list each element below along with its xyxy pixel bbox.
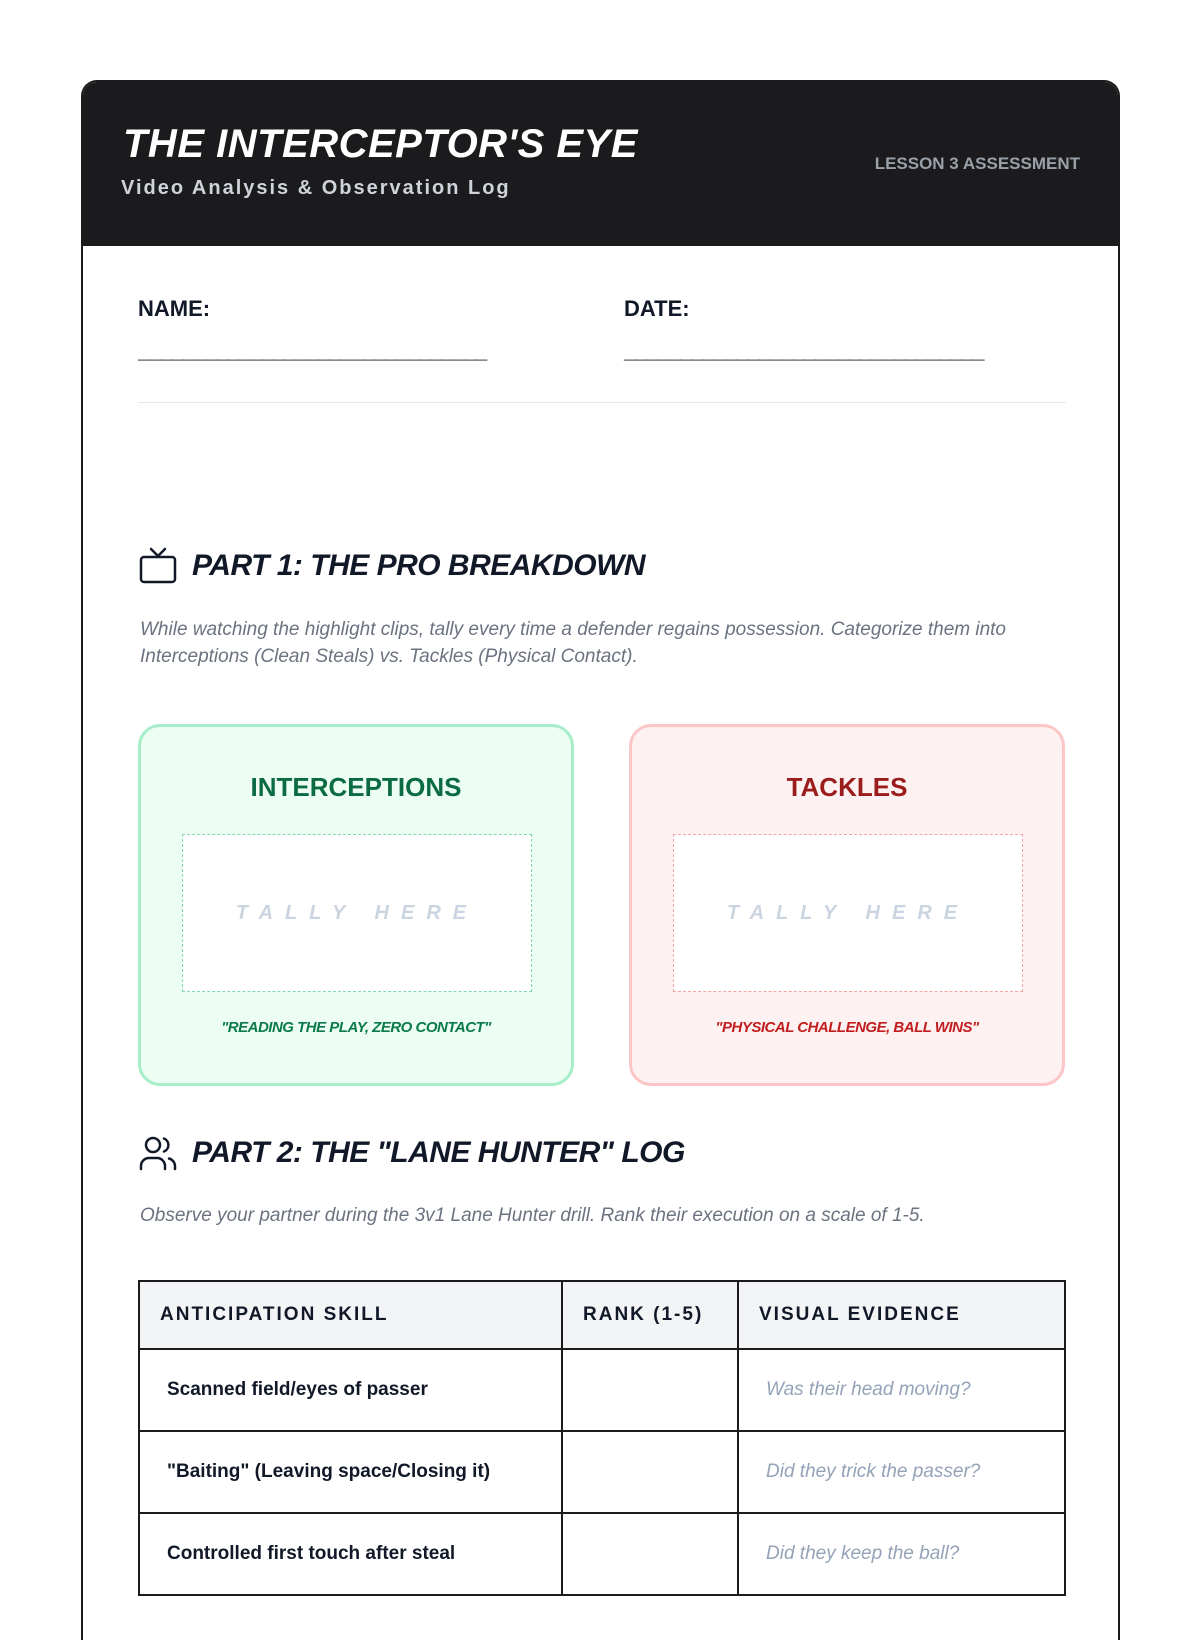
table-row <box>139 1513 1065 1595</box>
name-date-row <box>138 296 1066 366</box>
interceptions-card <box>138 724 574 1086</box>
interceptions-title: INTERCEPTIONS <box>250 772 462 802</box>
skill-cell: "Baiting" (Leaving space/Closing it) <box>139 1431 562 1513</box>
tackles-card <box>629 724 1065 1086</box>
tv-icon <box>138 546 178 586</box>
table-header-row <box>139 1281 1065 1349</box>
name-label: NAME: <box>138 296 211 321</box>
worksheet-header <box>83 82 1118 246</box>
lane-hunter-log-table <box>138 1280 1066 1596</box>
part2-title: PART 2: THE "LANE HUNTER" LOG <box>192 1136 685 1169</box>
part2-description: Observe your partner during the 3v1 Lane Hunter drill. Rank their execution on a scale of 1-5. <box>140 1205 925 1226</box>
tally-placeholder: TALLY HERE <box>726 901 970 924</box>
name-field[interactable]: _______________________________ <box>138 338 487 363</box>
date-field[interactable]: ________________________________ <box>624 338 984 363</box>
tackles-title: TACKLES <box>786 772 908 802</box>
rank-cell[interactable] <box>562 1349 738 1431</box>
tackles-tally-box[interactable] <box>673 834 1023 992</box>
skill-cell: Controlled first touch after steal <box>139 1513 562 1595</box>
users-icon <box>138 1133 178 1173</box>
part1-heading <box>138 546 645 586</box>
part1-description: While watching the highlight clips, tally every time a defender regains possession. Categorize them into Interceptions (Clean Steals) vs. Tackles (Physical Contact). <box>140 619 1007 667</box>
evidence-cell[interactable]: Did they keep the ball? <box>738 1513 1065 1595</box>
column-header: RANK (1-5) <box>562 1281 738 1349</box>
evidence-cell[interactable]: Did they trick the passer? <box>738 1431 1065 1513</box>
table-row <box>139 1349 1065 1431</box>
rank-cell[interactable] <box>562 1513 738 1595</box>
tally-placeholder: TALLY HERE <box>235 901 479 924</box>
worksheet <box>81 80 1120 1640</box>
interceptions-tally-box[interactable] <box>182 834 532 992</box>
interceptions-quote: "READING THE PLAY, ZERO CONTACT" <box>221 1019 491 1036</box>
part1-title: PART 1: THE PRO BREAKDOWN <box>192 549 646 582</box>
tackles-quote: "PHYSICAL CHALLENGE, BALL WINS" <box>715 1019 979 1036</box>
date-label: DATE: <box>624 296 690 321</box>
worksheet-title: THE INTERCEPTOR'S EYE <box>123 122 638 166</box>
part2-heading <box>138 1133 685 1173</box>
divider <box>138 402 1066 403</box>
column-header: ANTICIPATION SKILL <box>139 1281 562 1349</box>
rank-cell[interactable] <box>562 1431 738 1513</box>
worksheet-subtitle: Video Analysis & Observation Log <box>121 177 511 199</box>
column-header: VISUAL EVIDENCE <box>738 1281 1065 1349</box>
lesson-label: LESSON 3 ASSESSMENT <box>874 154 1080 173</box>
evidence-cell[interactable]: Was their head moving? <box>738 1349 1065 1431</box>
skill-cell: Scanned field/eyes of passer <box>139 1349 562 1431</box>
table-row <box>139 1431 1065 1513</box>
